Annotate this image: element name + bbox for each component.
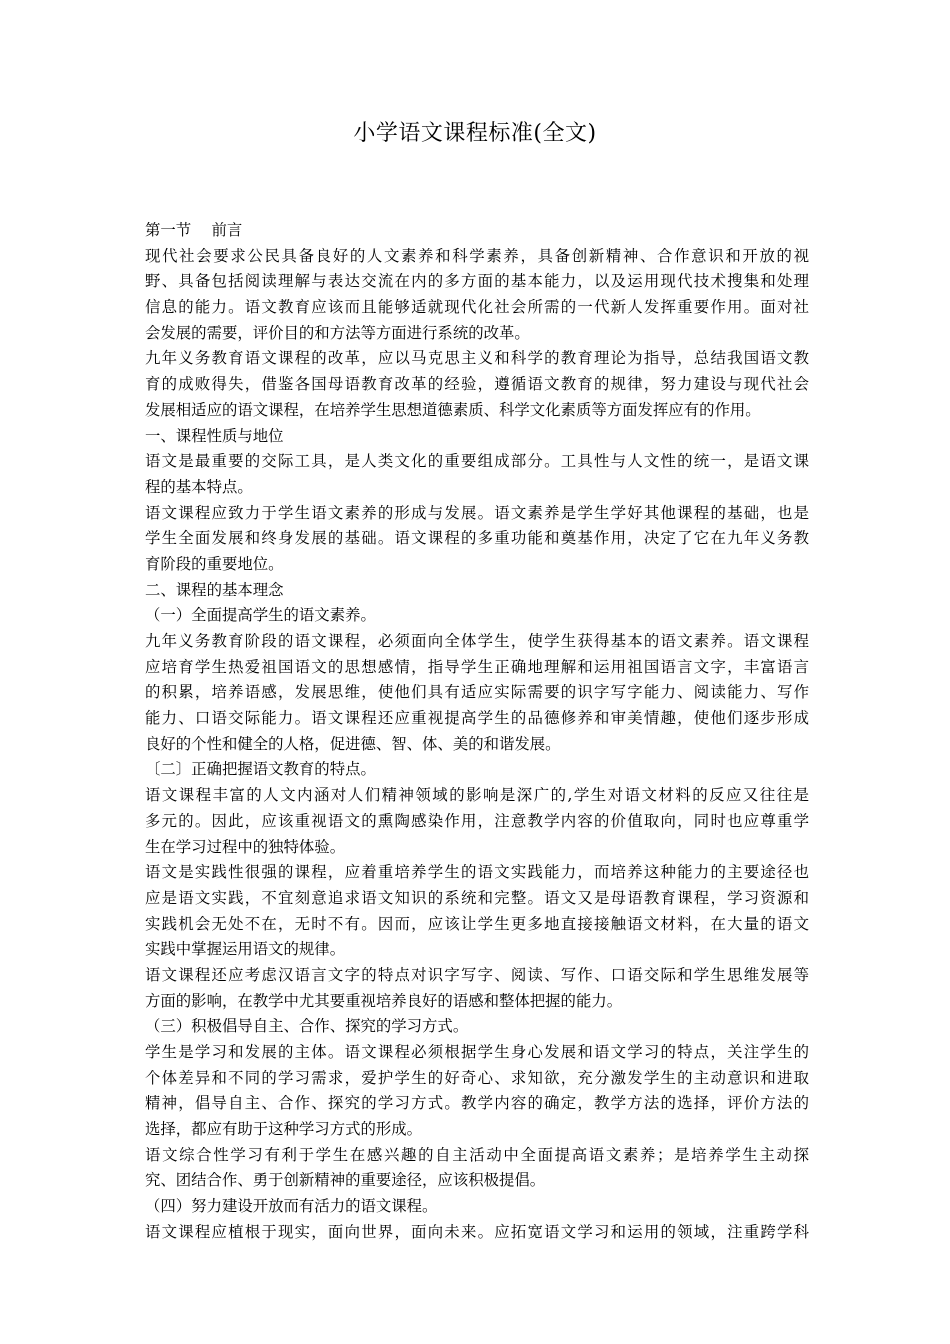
text-line: 选择，都应有助于这种学习方式的形成。 <box>145 1120 423 1139</box>
text-line: 生在学习过程中的独特体验。 <box>145 837 346 856</box>
section-heading <box>145 424 809 450</box>
paragraph <box>145 783 809 860</box>
paragraph <box>145 501 809 578</box>
section-heading <box>145 578 809 604</box>
text-line: 程的基本特点。 <box>145 477 253 496</box>
text-line: 应是语文实践，不宜刻意追求语文知识的系统和完整。语文又是母语教育课程，学习资源和 <box>145 888 809 907</box>
text-line: 究、团结合作、勇于创新精神的重要途径，应该积极提倡。 <box>145 1171 546 1190</box>
text-line: 会发展的需要，评价目的和方法等方面进行系统的改革。 <box>145 323 530 342</box>
text-line: 信息的能力。语文教育应该而且能够适就现代化社会所需的一代新人发挥重要作用。面对社 <box>145 298 809 317</box>
text-line: 育的成败得失，借鉴各国母语教育改革的经验，遵循语文教育的规律，努力建设与现代社会 <box>145 375 809 394</box>
paragraph <box>145 346 809 423</box>
text-line: 九年义务教育语文课程的改革，应以马克思主义和科学的教育理论为指导，总结我国语文教 <box>145 349 809 368</box>
text-line: （三）积极倡导自主、合作、探究的学习方式。 <box>145 1017 469 1036</box>
document-title: 小学语文课程标准(全文) <box>353 121 597 146</box>
text-line: 语文综合性学习有利于学生在感兴趣的自主活动中全面提高语文素养；是培养学生主动探 <box>145 1145 809 1164</box>
text-line: 精神，倡导自主、合作、探究的学习方式。教学内容的确定，教学方法的选择，评价方法的 <box>145 1094 809 1113</box>
text-line: 个体差异和不同的学习需求，爱护学生的好奇心、求知欲，充分激发学生的主动意识和进取 <box>145 1068 809 1087</box>
text-line: 现代社会要求公民具备良好的人文素养和科学素养，具备创新精神、合作意识和开放的视 <box>145 246 809 265</box>
text-line: 良好的个性和健全的人格，促进德、智、体、美的和谐发展。 <box>145 734 561 753</box>
paragraph <box>145 1143 809 1194</box>
text-line: 一、课程性质与地位 <box>145 426 284 445</box>
text-line: 学生是学习和发展的主体。语文课程必须根据学生身心发展和语文学习的特点，关注学生的 <box>145 1043 809 1061</box>
paragraph <box>145 1220 809 1246</box>
text-line: 方面的影响，在教学中尤其要重视培养良好的语感和整体把握的能力。 <box>145 991 623 1010</box>
paragraph <box>145 860 809 963</box>
text-line: 发展相适应的语文课程，在培养学生思想道德素质、科学文化素质等方面发挥应有的作用。 <box>145 400 761 419</box>
paragraph <box>145 1040 809 1143</box>
text-line: 二、课程的基本理念 <box>145 580 284 599</box>
text-line: （一）全面提高学生的语文素养。 <box>145 606 376 625</box>
text-line: 应培育学生热爱祖国语文的思想感情，指导学生正确地理解和运用祖国语言文字，丰富语言 <box>145 657 809 676</box>
text-line: 多元的。因此，应该重视语文的熏陶感染作用，注意教学内容的价值取向，同时也应尊重学 <box>145 811 809 830</box>
text-line: 语文课程丰富的人文内涵对人们精神领域的影响是深广的,学生对语文材料的反应又往往是 <box>145 786 809 805</box>
document-body <box>145 218 809 1246</box>
section-heading <box>145 218 809 244</box>
text-line: 野、具备包括阅读理解与表达交流在内的多方面的基本能力，以及运用现代技术搜集和处理 <box>145 272 809 291</box>
paragraph <box>145 244 809 347</box>
paragraph <box>145 629 809 757</box>
section-heading <box>145 757 809 783</box>
text-line: 〔二〕正确把握语文教育的特点。 <box>145 760 376 779</box>
text-line: 语文课程应致力于学生语文素养的形成与发展。语文素养是学生学好其他课程的基础，也是 <box>145 503 809 522</box>
text-line: 语文是实践性很强的课程，应着重培养学生的语文实践能力，而培养这种能力的主要途径也 <box>145 863 809 882</box>
paragraph <box>145 963 809 1014</box>
text-line: 语文课程还应考虑汉语言文字的特点对识字写字、阅读、写作、口语交际和学生思维发展等 <box>145 965 809 984</box>
text-line: 九年义务教育阶段的语文课程，必须面向全体学生，使学生获得基本的语文素养。语文课程 <box>145 632 809 650</box>
text-line: 的积累，培养语感，发展思维，使他们具有适应实际需要的识字写字能力、阅读能力、写作 <box>145 683 809 702</box>
text-line: 能力、口语交际能力。语文课程还应重视提高学生的品德修养和审美情趣，使他们逐步形成 <box>145 709 809 728</box>
section-heading <box>145 1014 809 1040</box>
section-heading <box>145 603 809 629</box>
text-line: 实践机会无处不在，无时不有。因而，应该让学生更多地直接接触语文材料，在大量的语文 <box>145 914 809 933</box>
text-line: 学生全面发展和终身发展的基础。语文课程的多重功能和奠基作用，决定了它在九年义务教 <box>145 529 809 548</box>
text-line: （四）努力建设开放而有活力的语文课程。 <box>145 1197 438 1216</box>
text-line: 第一节 前言 <box>145 221 243 239</box>
text-line: 语文是最重要的交际工具，是人类文化的重要组成部分。工具性与人文性的统一，是语文课 <box>145 452 809 471</box>
section-heading <box>145 1194 809 1220</box>
text-line: 语文课程应植根于现实，面向世界，面向未来。应拓宽语文学习和运用的领域，注重跨学科 <box>145 1222 809 1241</box>
paragraph <box>145 449 809 500</box>
text-line: 实践中掌握运用语文的规律。 <box>145 940 346 959</box>
text-line: 育阶段的重要地位。 <box>145 554 284 573</box>
